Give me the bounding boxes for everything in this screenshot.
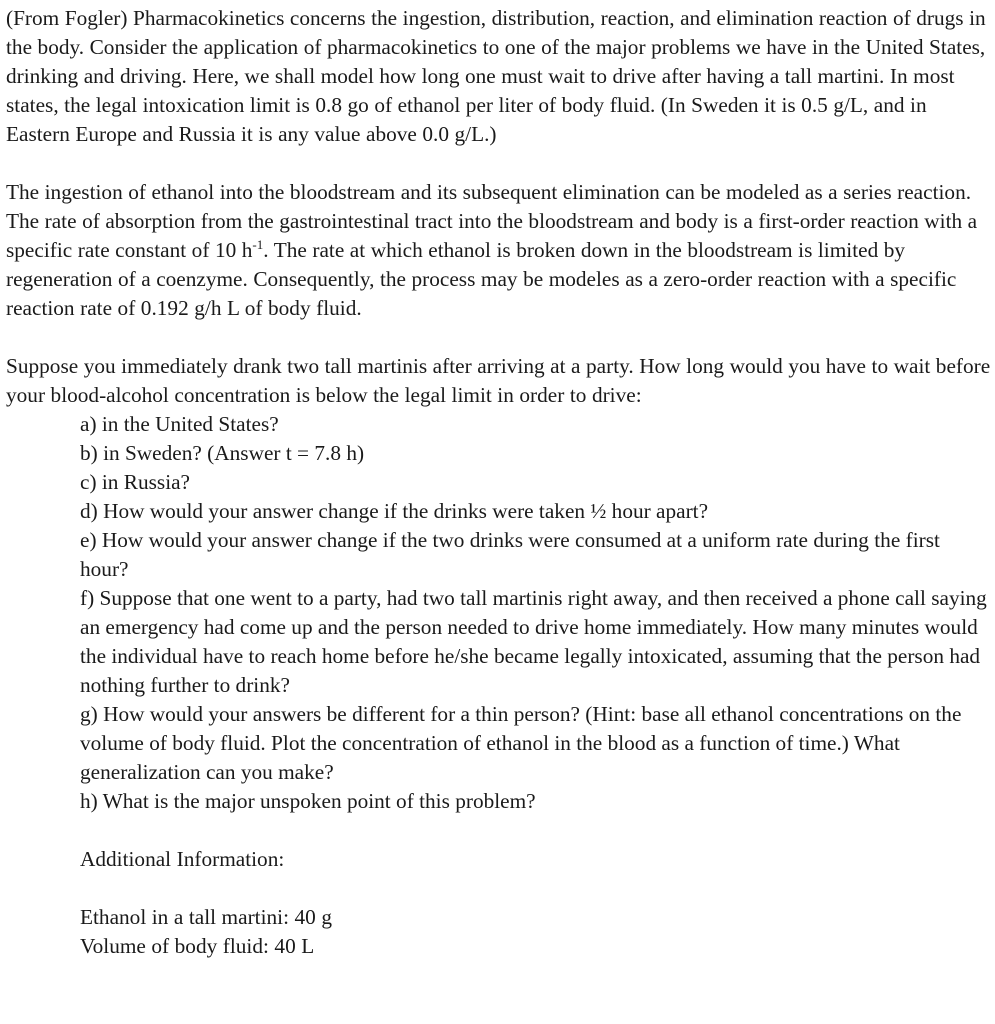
question-d: d) How would your answer change if the drinks were taken ½ hour apart? xyxy=(80,499,709,523)
paragraph-gap xyxy=(6,149,991,178)
question-a: a) in the United States? xyxy=(80,412,279,436)
model-text-part1: The ingestion of ethanol into the bloodstream and its subsequent elimination can be modeled as a series reaction. The rate of absorption from the gastrointestinal tract into the bloodstream and body is a first-order reaction with a specific rate constant of 10 h xyxy=(6,180,978,262)
body-fluid-volume: Volume of body fluid: 40 L xyxy=(80,934,315,958)
model-paragraph xyxy=(6,178,991,323)
intro-paragraph: (From Fogler) Pharmacokinetics concerns the ingestion, distribution, reaction, and elimination reaction of drugs in the body. Consider the application of pharmacokinetics to one of the major problems we have in the United States, drinking and driving. Here, we shall model how long one must wait to drive after having a tall martini. In most states, the legal intoxication limit is 0.8 go of ethanol per liter of body fluid. (In Sweden it is 0.5 g/L, and in Eastern Europe and Russia it is any value above 0.0 g/L.) xyxy=(6,6,986,146)
question-intro: Suppose you immediately drank two tall martinis after arriving at a party. How long would you have to wait before your blood-alcohol concentration is below the legal limit in order to drive: xyxy=(6,354,991,407)
question-h: h) What is the major unspoken point of this problem? xyxy=(80,789,536,813)
question-b: b) in Sweden? (Answer t = 7.8 h) xyxy=(80,441,365,465)
question-g: g) How would your answers be different for a thin person? (Hint: base all ethanol concentrations on the volume of body fluid. Plot the concentration of ethanol in the blood as a function of time.) What generalization can you make? xyxy=(80,702,962,784)
ethanol-amount: Ethanol in a tall martini: 40 g xyxy=(80,905,332,929)
paragraph-gap xyxy=(6,874,991,903)
additional-info-heading: Additional Information: xyxy=(80,847,285,871)
problem-document xyxy=(6,0,991,961)
paragraph-gap xyxy=(6,816,991,845)
question-f: f) Suppose that one went to a party, had two tall martinis right away, and then received a phone call saying an emergency had come up and the person needed to drive home immediately. How many minutes would the individual have to reach home before he/she became legally intoxicated, assuming that the person had nothing further to drink? xyxy=(80,586,987,697)
question-list xyxy=(6,410,991,816)
question-e: e) How would your answer change if the two drinks were consumed at a uniform rate during the first hour? xyxy=(80,528,940,581)
model-text-part2: . The rate at which ethanol is broken down in the bloodstream is limited by regeneration of a coenzyme. Consequently, the process may be modeles as a zero-order reaction with a specific reaction rate of 0.192 g/h L of body fluid. xyxy=(6,238,957,320)
rate-exponent: -1 xyxy=(252,237,264,252)
question-c: c) in Russia? xyxy=(80,470,191,494)
paragraph-gap xyxy=(6,323,991,352)
